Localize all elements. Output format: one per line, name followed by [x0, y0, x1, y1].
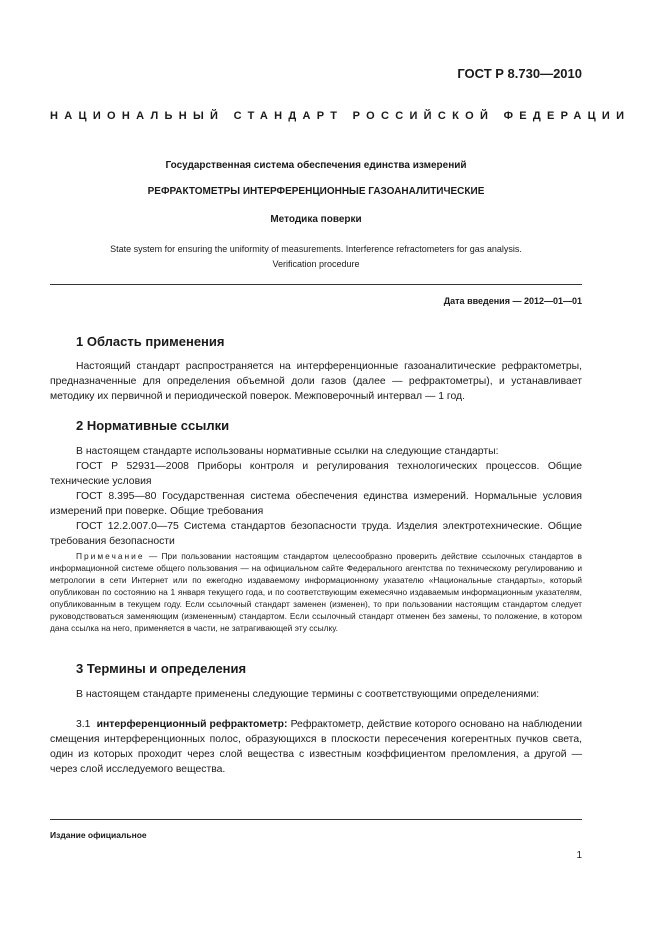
english-title-line1: State system for ensuring the uniformity of measurements. Interference refractometers for gas analysis.	[110, 244, 522, 254]
standard-title: РЕФРАКТОМЕТРЫ ИНТЕРФЕРЕНЦИОННЫЕ ГАЗОАНАЛИТИЧЕСКИЕ	[147, 186, 485, 197]
section-2-heading: 2 Нормативные ссылки	[76, 418, 230, 433]
page-number: 1	[576, 850, 582, 861]
reference-text: ГОСТ 12.2.007.0—75 Система стандартов безопасности труда. Изделия электротехнические. Общие требования безопасности	[50, 521, 582, 547]
term-name: интерференционный рефрактометр:	[96, 719, 288, 730]
reference-text: ГОСТ Р 52931—2008 Приборы контроля и регулирования технологических процессов. Общие технические условия	[50, 461, 582, 487]
reference-item	[50, 489, 582, 519]
english-title	[50, 242, 582, 272]
section-3-heading: 3 Термины и определения	[76, 661, 247, 676]
introduction-date: Дата введения — 2012—01—01	[443, 296, 582, 306]
section-3-intro-text: В настоящем стандарте применены следующие термины с соответствующими определениями:	[76, 689, 540, 700]
document-number: ГОСТ Р 8.730—2010	[457, 66, 582, 81]
note-text: — При пользовании настоящим стандартом целесообразно проверить действие ссылочных стандартов в информационной системе общего пользования — на официальном сайте Федерального агентства по техническому регулированию и метрологии в сети Интернет или по ежегодно издаваемому информационному указателю «Национальные стандарты», который опубликован по состоянию на 1 января текущего года, и по соответствующим ежемесячно издаваемым информационным указателям, опубликованным в текущем году. Если ссылочный стандарт заменен (изменен), то при пользовании настоящим стандартом следует руководствоваться заменяющим (измененным) стандартом. Если ссылочный стандарт отменен без замены, то положение, в котором дана ссылка на него, применяется в части, не затрагивающей эту ссылку.	[50, 551, 583, 633]
english-title-line2: Verification procedure	[272, 259, 360, 269]
term-number: 3.1	[76, 719, 91, 730]
reference-text: ГОСТ 8.395—80 Государственная система обеспечения единства измерений. Нормальные условия измерений при поверке. Общие требования	[50, 491, 582, 517]
reference-item	[50, 519, 582, 549]
note-block	[50, 550, 582, 634]
section-2-intro-text: В настоящем стандарте использованы нормативные ссылки на следующие стандарты:	[76, 446, 499, 457]
section-3-intro	[50, 687, 582, 702]
method-title: Методика поверки	[270, 214, 362, 225]
national-standard-title: НАЦИОНАЛЬНЫЙ СТАНДАРТ РОССИЙСКОЙ ФЕДЕРАЦИИ	[50, 110, 631, 122]
section-2-intro	[50, 444, 582, 459]
section-1-paragraph: Настоящий стандарт распространяется на интерференционные газоаналитические рефрактометры, предназначенные для определения объемной доли газов (далее — рефрактометры), и устанавливает методику их первичной и периодической поверок. Межповерочный интервал — 1 год.	[50, 361, 582, 402]
footer-divider	[50, 819, 582, 820]
title-divider	[50, 284, 582, 285]
official-edition-label: Издание официальное	[50, 830, 147, 840]
system-title: Государственная система обеспечения единства измерений	[165, 160, 467, 171]
note-label: Примечание	[76, 551, 145, 561]
term-definition-text: Рефрактометр, действие которого основано на наблюдении смещения интерференционных полос, образующихся в плоскости пересечения когерентных пучков света, один из которых проходит через слой вещества с известным коэффициентом преломления, а другой — через слой исследуемого вещества.	[50, 719, 583, 775]
term-definition	[50, 717, 582, 777]
section-1-heading: 1 Область применения	[76, 334, 225, 349]
reference-item	[50, 459, 582, 489]
section-1-text	[50, 359, 582, 404]
